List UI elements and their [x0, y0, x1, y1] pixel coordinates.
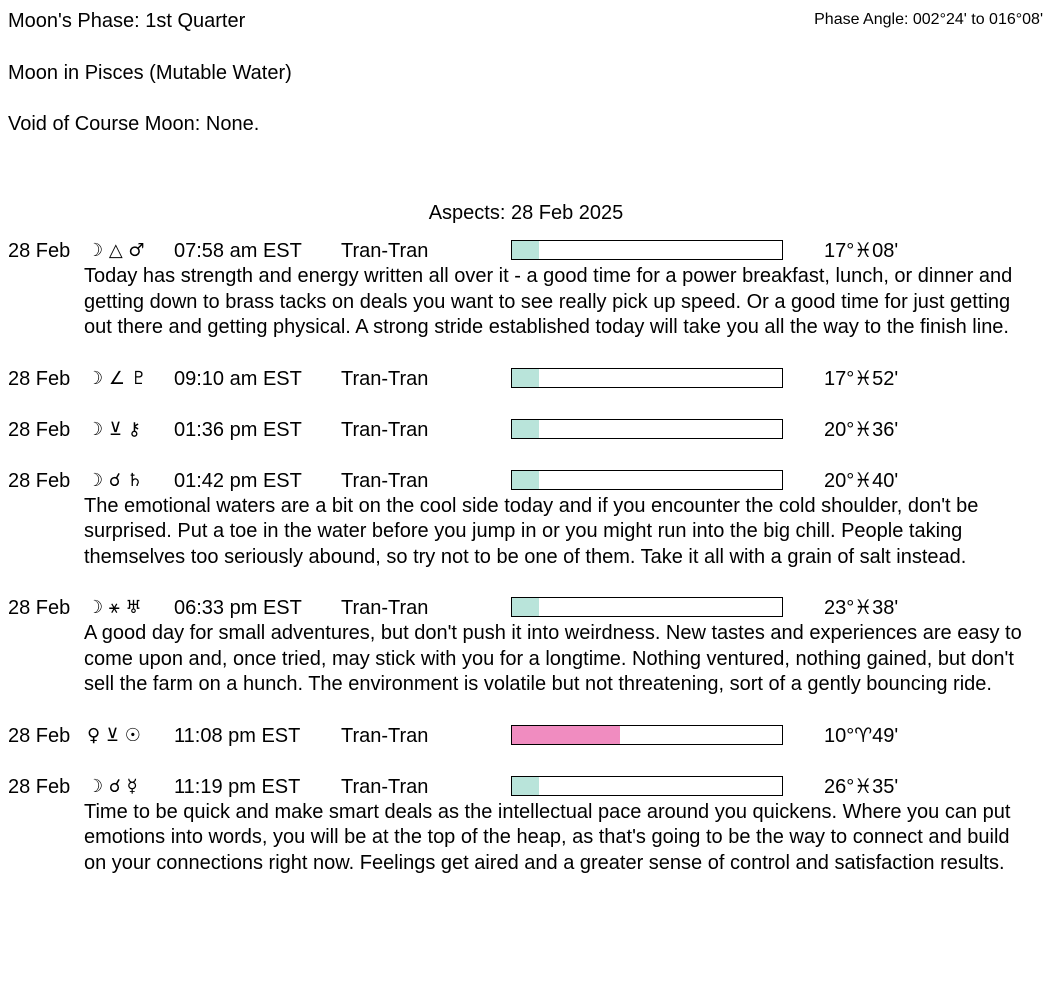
- aspect-description: The emotional waters are a bit on the cool side today and if you encounter the cold shoulder, don't be surprised. Put a toe in the water before you jump in or you might run into the big chill. People taking themselves too seriously abound, so try not to be one of them. Take it all with a grain of salt instead.: [84, 494, 979, 568]
- aspect-type: Tran-Tran: [341, 724, 429, 747]
- strength-bar-fill: [512, 369, 539, 387]
- aspect-glyphs-icon: ☽ ⊻ ⚷: [87, 418, 141, 440]
- aspect-glyphs-icon: ☽ ☌ ♄: [87, 469, 143, 491]
- strength-bar: [511, 368, 783, 388]
- strength-bar-fill: [512, 726, 620, 744]
- strength-bar-fill: [512, 420, 539, 438]
- aspect-position: 10°♈49': [824, 724, 899, 747]
- aspect-type: Tran-Tran: [341, 418, 429, 441]
- moon-phase: Moon's Phase: 1st Quarter: [8, 10, 246, 32]
- strength-bar-fill: [512, 598, 539, 616]
- aspect-type: Tran-Tran: [341, 367, 429, 390]
- aspect-time: 11:19 pm EST: [174, 775, 301, 798]
- aspect-type: Tran-Tran: [341, 469, 429, 492]
- strength-bar-fill: [512, 241, 539, 259]
- aspect-date: 28 Feb: [8, 597, 71, 619]
- aspect-date: 28 Feb: [8, 367, 71, 390]
- strength-bar: [511, 597, 783, 617]
- aspects-title: Aspects: 28 Feb 2025: [428, 202, 624, 224]
- aspect-row: [8, 468, 1048, 494]
- aspect-position: 20°♓40': [824, 469, 899, 492]
- strength-bar: [511, 725, 783, 745]
- aspect-time: 01:42 pm EST: [174, 469, 302, 492]
- strength-bar-fill: [512, 471, 539, 489]
- aspect-position: 23°♓38': [824, 597, 899, 619]
- aspect-glyphs-icon: ☽ △ ♂: [87, 240, 145, 261]
- aspect-entry: [8, 723, 1048, 749]
- aspect-glyphs-icon: ♀ ⊻ ☉: [87, 724, 141, 746]
- aspect-type: Tran-Tran: [341, 597, 429, 619]
- aspect-entry: [8, 468, 1048, 571]
- aspect-date: 28 Feb: [8, 775, 71, 798]
- aspect-row: [8, 723, 1048, 749]
- aspect-date: 28 Feb: [8, 418, 71, 441]
- aspect-position: 17°♓52': [824, 367, 899, 390]
- aspect-date: 28 Feb: [8, 240, 71, 262]
- aspect-time: 09:10 am EST: [174, 367, 302, 390]
- void-of-course: Void of Course Moon: None.: [8, 113, 260, 135]
- aspect-description: A good day for small adventures, but don't push it into weirdness. New tastes and experiences are easy to come upon and, once tried, may stick with you for a longtime. Nothing ventured, nothing gained, but don't sell the farm on a hunch. The environment is volatile but not threatening, sort of a gently bouncing ride.: [84, 622, 1022, 695]
- aspect-time: 01:36 pm EST: [174, 418, 302, 441]
- aspect-row: [8, 366, 1048, 392]
- aspect-time: 07:58 am EST: [174, 240, 302, 262]
- moon-sign: Moon in Pisces (Mutable Water): [8, 62, 292, 84]
- strength-bar: [511, 470, 783, 490]
- aspect-glyphs-icon: ☽ ∠ ♇: [87, 367, 147, 389]
- aspect-row: [8, 238, 1048, 264]
- strength-bar: [511, 776, 783, 796]
- aspect-entry: [8, 595, 1048, 698]
- aspect-time: 11:08 pm EST: [174, 724, 301, 747]
- aspect-description: Today has strength and energy written all over it - a good time for a power breakfast, lunch, or dinner and getting down to brass tacks on deals you want to see really pick up speed. Or a good time for just getting out there and getting physical. A strong stride established today will take you all the way to the finish line.: [84, 265, 1013, 338]
- spacer: [8, 749, 1048, 774]
- aspect-date: 28 Feb: [8, 469, 71, 492]
- spacer: [8, 392, 1048, 417]
- spacer: [8, 443, 1048, 468]
- aspect-glyphs-icon: ☽ ⚹ ♅: [87, 597, 142, 618]
- aspect-entry: [8, 238, 1048, 341]
- aspect-list: [8, 238, 1048, 876]
- aspect-entry: [8, 774, 1048, 877]
- spacer: [8, 698, 1048, 723]
- aspect-time: 06:33 pm EST: [174, 597, 302, 619]
- aspect-row: [8, 595, 1048, 621]
- strength-bar-fill: [512, 777, 539, 795]
- aspect-position: 26°♓35': [824, 775, 899, 798]
- aspect-description: Time to be quick and make smart deals as the intellectual pace around you quickens. Where you can put emotions into words, you will be at the top of the heap, as that's going to be the way to connect and build on your connections right now. Feelings get aired and a greater sense of control and satisfaction results.: [84, 800, 1011, 874]
- phase-angle: Phase Angle: 002°24' to 016°08': [814, 11, 1043, 28]
- aspect-entry: [8, 366, 1048, 392]
- aspect-row: [8, 417, 1048, 443]
- aspect-glyphs-icon: ☽ ☌ ☿: [87, 775, 138, 797]
- aspect-position: 20°♓36': [824, 418, 899, 441]
- spacer: [8, 570, 1048, 595]
- strength-bar: [511, 240, 783, 260]
- aspect-position: 17°♓08': [824, 240, 899, 262]
- aspect-type: Tran-Tran: [341, 240, 429, 262]
- strength-bar: [511, 419, 783, 439]
- aspect-date: 28 Feb: [8, 724, 71, 747]
- aspect-entry: [8, 417, 1048, 443]
- aspect-row: [8, 774, 1048, 800]
- aspect-type: Tran-Tran: [341, 775, 429, 798]
- spacer: [8, 341, 1048, 366]
